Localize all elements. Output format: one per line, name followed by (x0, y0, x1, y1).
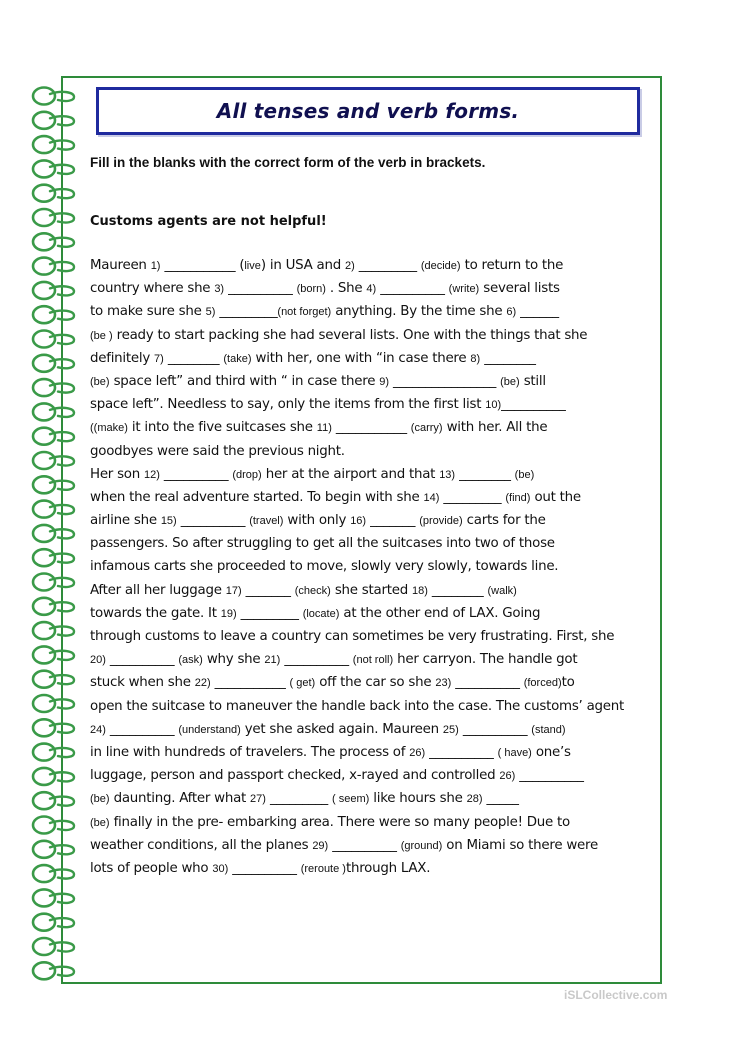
text-segment: one’s (531, 744, 571, 760)
text-line (90, 324, 660, 347)
text-line (90, 671, 660, 694)
text-line (90, 695, 660, 718)
item-number: 30) (212, 862, 229, 875)
text-segment: through customs to leave a country can sometimes be very frustrating. First, she (90, 629, 615, 644)
spiral-coil-icon (33, 428, 74, 445)
verb-hint: (walk) (487, 584, 517, 597)
text-segment: weather conditions, all the planes (90, 837, 313, 853)
item-number: 25) (442, 723, 459, 736)
text-segment: _________ (215, 304, 278, 320)
spiral-coil-icon (33, 476, 74, 493)
text-segment: _______ (366, 513, 420, 529)
verb-hint: (forced) (523, 677, 562, 690)
text-segment: her carryon. The handle got (393, 652, 578, 668)
verb-hint: (travel) (249, 515, 284, 528)
item-number: 2) (345, 260, 355, 272)
spiral-coil-icon (33, 112, 74, 129)
text-segment: __________ (501, 397, 566, 413)
text-line (90, 440, 660, 463)
verb-hint: (decide) (420, 260, 461, 272)
page-title: All tenses and verb forms. (216, 99, 520, 123)
spiral-coil-icon (33, 768, 74, 785)
item-number: 9) (379, 375, 389, 388)
item-number: 24) (90, 723, 106, 736)
text-segment: __________ (176, 513, 250, 529)
verb-hint: (ground) (400, 839, 443, 852)
text-segment: several lists (479, 281, 560, 297)
verb-hint: (not roll) (352, 654, 394, 667)
item-number: 23) (435, 677, 452, 690)
text-line (90, 254, 660, 277)
item-number: 12) (143, 468, 160, 481)
spiral-coil-icon (33, 792, 74, 809)
verb-hint: (locate) (302, 607, 340, 620)
text-line (90, 463, 660, 486)
text-segment: _________ (265, 791, 332, 807)
spiral-coil-icon (33, 306, 74, 323)
verb-hint: (be ) (90, 329, 113, 342)
item-number: 6) (506, 306, 517, 319)
item-number: 1) (150, 260, 161, 272)
text-segment: __________ (515, 768, 584, 784)
spiral-coil-icon (33, 403, 74, 420)
text-segment: through LAX. (345, 860, 431, 876)
text-segment: like hours she (369, 791, 467, 807)
item-number: 8) (470, 352, 481, 365)
text-line (90, 764, 660, 787)
item-number: 11) (316, 422, 332, 435)
item-number: 15) (160, 515, 177, 528)
verb-hint: (take) (223, 352, 252, 365)
text-segment: . She (325, 281, 367, 297)
exercise-text (90, 254, 660, 880)
text-segment: ________ (427, 582, 488, 598)
text-segment: daunting. After what (109, 791, 251, 807)
text-segment: lots of people who (90, 860, 213, 876)
item-number: 21) (264, 654, 281, 667)
spiral-coil-icon (33, 355, 74, 372)
text-segment: __________ (425, 744, 498, 760)
text-segment: _________ (354, 258, 421, 273)
text-segment: she started (330, 582, 412, 598)
spiral-coil-icon (33, 671, 74, 688)
verb-hint: (reroute ) (300, 862, 346, 875)
text-segment: her at the airport and that (261, 466, 440, 482)
text-segment: to make sure she (90, 304, 206, 320)
instruction: Fill in the blanks with the correct form of the verb in brackets. (90, 155, 486, 170)
text-segment: ready to start packing she had several lists. One with the things that she (112, 327, 588, 343)
spiral-coil-icon (33, 622, 74, 639)
text-segment: __________ (280, 652, 353, 668)
item-number: 13) (439, 468, 456, 481)
spiral-coil-icon (33, 209, 74, 226)
text-segment: in line with hundreds of travelers. The process of (90, 744, 410, 760)
text-line (90, 416, 660, 439)
text-line (90, 370, 660, 393)
text-segment: to return to the (460, 258, 564, 273)
spiral-coil-icon (33, 160, 74, 177)
spiral-coil-icon (33, 258, 74, 275)
verb-hint: (be) (90, 793, 110, 806)
spiral-coil-icon (33, 938, 74, 955)
text-segment: yet she asked again. Maureen (240, 721, 443, 737)
verb-hint: (stand) (531, 723, 566, 736)
text-segment: on Miami so there were (442, 837, 598, 853)
text-segment: _________ (236, 605, 303, 621)
text-line (90, 393, 660, 416)
spiral-coil-icon (33, 452, 74, 469)
text-segment: space left” and third with “ in case there (109, 373, 380, 389)
verb-hint: (be) (500, 375, 520, 388)
spiral-coil-icon (33, 331, 74, 348)
text-segment: with only (283, 513, 351, 529)
text-segment: definitely (90, 350, 155, 366)
text-segment: with her, one with “in case there (251, 350, 471, 366)
text-segment: when the real adventure started. To begin with she (90, 489, 424, 505)
verb-hint: ( get) (289, 677, 316, 690)
spiral-coil-icon (33, 379, 74, 396)
text-line (90, 718, 660, 741)
text-segment: anything. By the time she (331, 304, 507, 320)
item-number: 18) (411, 584, 428, 597)
spiral-coil-icon (33, 817, 74, 834)
text-segment: __________ (328, 837, 401, 853)
text-segment: __________ (376, 281, 449, 297)
verb-hint: (ask) (178, 654, 203, 667)
text-segment: ________ (455, 466, 515, 482)
text-segment: ______ (516, 304, 559, 320)
text-line (90, 509, 660, 532)
item-number: 7) (154, 352, 164, 365)
text-line (90, 486, 660, 509)
text-line (90, 741, 660, 764)
item-number: 20) (90, 654, 106, 667)
title-box (96, 87, 640, 135)
item-number: 27) (250, 793, 266, 806)
text-line (90, 625, 660, 648)
text-segment: it into the five suitcases she (127, 420, 317, 436)
text-line (90, 579, 660, 602)
text-segment: finally in the pre- embarking area. There were so many people! Due to (109, 814, 570, 830)
text-segment: __________ (159, 466, 233, 482)
spiral-coil-icon (33, 695, 74, 712)
spiral-coil-icon (33, 136, 74, 153)
text-segment: __________ (105, 721, 179, 737)
text-segment: at the other end of LAX. Going (339, 605, 541, 621)
text-segment: ) in USA and (260, 258, 345, 273)
text-line (90, 532, 660, 555)
item-number: 17) (225, 584, 242, 597)
text-segment: _____ (482, 791, 519, 807)
text-segment: ___________ (210, 675, 290, 691)
story-title: Customs agents are not helpful! (90, 214, 327, 229)
spiral-coil-icon (33, 574, 74, 591)
text-segment: ________ (480, 350, 536, 366)
item-number: 3) (214, 283, 225, 296)
item-number: 5) (205, 306, 216, 319)
verb-hint: (carry) (410, 422, 443, 435)
text-segment: country where she (90, 281, 215, 297)
text-line (90, 300, 660, 323)
spiral-binding-icon (28, 84, 88, 984)
item-number: 19) (220, 607, 237, 620)
item-number: 16) (350, 515, 367, 528)
spiral-coil-icon (33, 744, 74, 761)
item-number: 4) (366, 283, 377, 296)
spiral-coil-icon (33, 88, 74, 105)
item-number: 10) (485, 399, 502, 412)
verb-hint: (find) (505, 491, 531, 504)
text-segment: __________ (224, 281, 297, 297)
verb-hint: live (244, 260, 261, 272)
verb-hint: (be) (514, 468, 535, 481)
spiral-coil-icon (33, 598, 74, 615)
text-segment: _________ (439, 489, 506, 505)
text-segment: __________ (451, 675, 524, 691)
text-segment: with her. All the (442, 420, 548, 436)
spiral-coil-icon (33, 841, 74, 858)
spiral-coil-icon (33, 914, 74, 931)
verb-hint: (be) (90, 375, 110, 388)
text-segment: __________ (228, 860, 301, 876)
verb-hint: ( have) (497, 746, 532, 759)
verb-hint: (write) (448, 283, 480, 296)
text-segment: carts for the (462, 513, 546, 529)
spiral-coil-icon (33, 525, 74, 542)
text-segment: ___________ (331, 420, 411, 436)
text-segment: _______ (241, 582, 295, 598)
text-segment: __________ (458, 721, 532, 737)
spiral-coil-icon (33, 501, 74, 518)
spiral-coil-icon (33, 962, 74, 979)
text-segment: Her son (90, 466, 144, 482)
text-line (90, 811, 660, 834)
item-number: 29) (312, 839, 329, 852)
text-segment: ________ (163, 350, 224, 366)
text-segment: open the suitcase to maneuver the handle back into the case. The customs’ agent (90, 698, 624, 714)
text-segment: luggage, person and passport checked, x-rayed and controlled (90, 768, 500, 784)
text-segment: ________________ (389, 373, 501, 389)
text-segment: Maureen (90, 258, 151, 273)
text-segment: airline she (90, 513, 161, 529)
text-segment: out the (530, 489, 581, 505)
text-segment: __________ (105, 652, 179, 668)
text-segment: to (561, 675, 575, 691)
text-segment: After all her luggage (90, 582, 226, 598)
spiral-coil-icon (33, 719, 74, 736)
spiral-coil-icon (33, 865, 74, 882)
text-segment: ___________ ( (160, 258, 245, 273)
spiral-coil-icon (33, 646, 74, 663)
text-segment: goodbyes were said the previous night. (90, 443, 345, 459)
text-line (90, 555, 660, 578)
verb-hint: (understand) (178, 723, 241, 736)
verb-hint: (provide) (419, 515, 463, 528)
spiral-coil-icon (33, 282, 74, 299)
text-line (90, 834, 660, 857)
text-line (90, 347, 660, 370)
spiral-coil-icon (33, 549, 74, 566)
text-line (90, 648, 660, 671)
text-segment: towards the gate. It (90, 605, 221, 621)
text-line (90, 602, 660, 625)
verb-hint: ( seem) (331, 793, 370, 806)
text-segment: off the car so she (315, 675, 436, 691)
item-number: 26) (409, 746, 426, 759)
text-segment: space left”. Needless to say, only the items from the first list (90, 397, 486, 413)
spiral-coil-icon (33, 889, 74, 906)
item-number: 22) (194, 677, 211, 690)
text-line (90, 277, 660, 300)
text-line (90, 857, 660, 880)
verb-hint: (born) (296, 283, 326, 296)
text-segment: stuck when she (90, 675, 195, 691)
verb-hint: (check) (294, 584, 331, 597)
item-number: 26) (499, 770, 516, 783)
item-number: 14) (423, 491, 440, 504)
verb-hint: ((make) (90, 422, 128, 435)
verb-hint: (drop) (232, 468, 262, 481)
text-segment: why she (202, 652, 265, 668)
verb-hint: (not forget) (277, 306, 332, 319)
text-segment: still (519, 373, 546, 389)
watermark: iSLCollective.com (564, 988, 668, 1002)
verb-hint: (be) (90, 816, 110, 829)
spiral-coil-icon (33, 233, 74, 250)
spiral-coil-icon (33, 185, 74, 202)
text-segment: infamous carts she proceeded to move, slowly very slowly, towards line. (90, 559, 559, 575)
item-number: 28) (466, 793, 483, 806)
text-line (90, 787, 660, 810)
text-segment: passengers. So after struggling to get all the suitcases into two of those (90, 536, 555, 552)
